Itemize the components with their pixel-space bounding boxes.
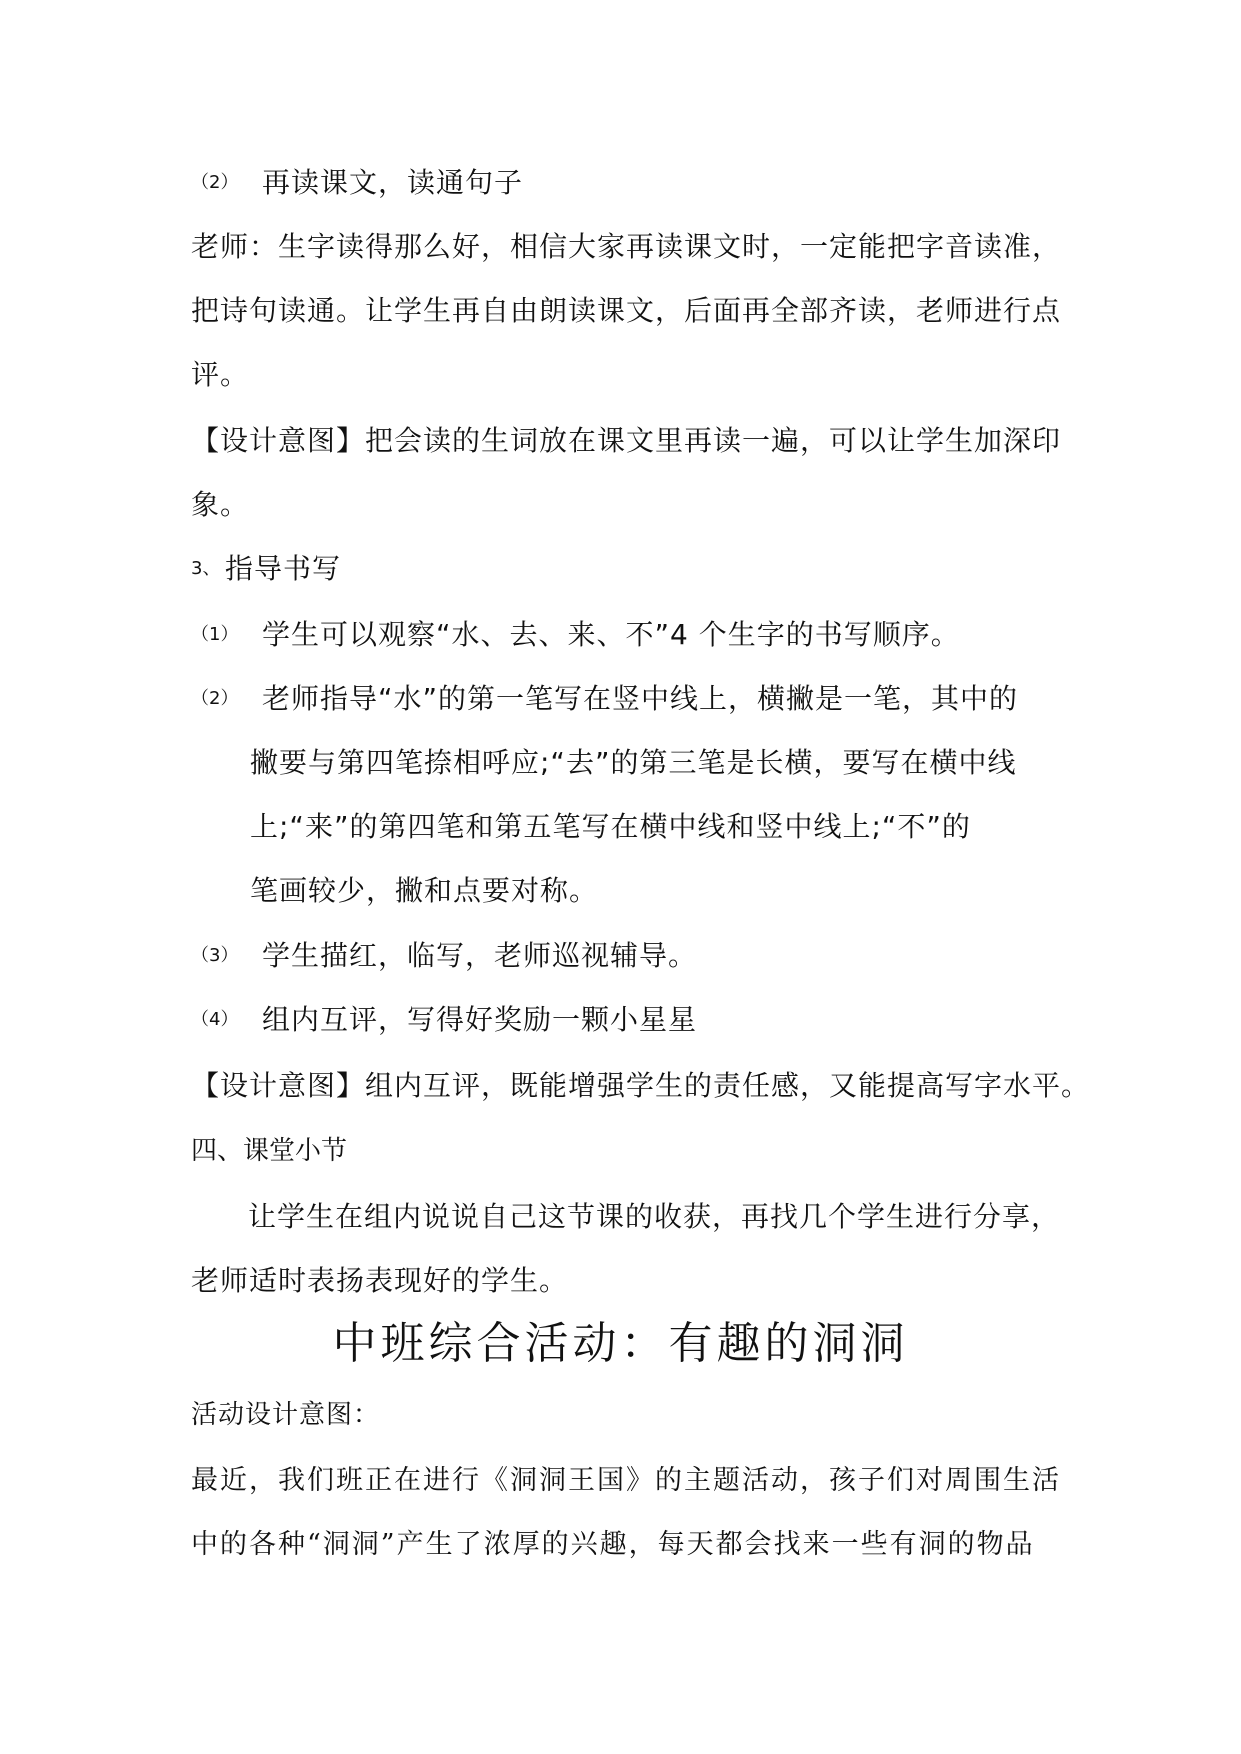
list-number: （1） (191, 624, 239, 645)
list-item-text: 老师指导“水”的第一笔写在竖中线上，横撇是一笔，其中的 (262, 682, 1019, 715)
list-item-text: 再读课文，读通句子 (262, 166, 524, 199)
list-item-text: 组内互评，写得好奖励一颗小星星 (262, 1003, 698, 1036)
paragraph-line: 让学生在组内说说自己这节课的收获，再找几个学生进行分享， (248, 1200, 1061, 1233)
list-item-text: 笔画较少，撇和点要对称。 (250, 874, 599, 907)
design-intent-line: 【设计意图】组内互评，既能增强学生的责任感，又能提高写字水平。 (191, 1069, 1091, 1102)
paragraph-line: 最近，我们班正在进行《洞洞王国》的主题活动，孩子们对周围生活 (191, 1465, 1061, 1496)
subheading: 活动设计意图： (191, 1400, 381, 1430)
paragraph-line: 老师：生字读得那么好，相信大家再读课文时，一定能把字音读准， (191, 230, 1062, 263)
section-heading: 四、课堂小节 (191, 1136, 348, 1166)
list-item-text: 学生可以观察“水、去、来、不”4 个生字的书写顺序。 (262, 618, 960, 651)
paragraph-line: 评。 (191, 358, 250, 391)
paragraph-line: 老师适时表扬表现好的学生。 (191, 1264, 569, 1297)
list-number: （3） (191, 945, 239, 966)
section-heading: 指导书写 (225, 552, 342, 585)
page-title: 中班综合活动：有趣的洞洞 (332, 1318, 909, 1369)
paragraph-line: 把诗句读通。让学生再自由朗读课文，后面再全部齐读，老师进行点 (191, 294, 1062, 327)
list-number: （2） (191, 688, 239, 709)
list-item-text: 上;“来”的第四笔和第五笔写在横中线和竖中线上;“不”的 (250, 810, 971, 843)
design-intent-line: 象。 (191, 488, 250, 521)
list-item-text: 学生描红，临写，老师巡视辅导。 (262, 939, 698, 972)
list-item-text: 撇要与第四笔捺相呼应;“去”的第三笔是长横，要写在横中线 (250, 746, 1017, 779)
design-intent-line: 【设计意图】把会读的生词放在课文里再读一遍，可以让学生加深印 (191, 424, 1062, 457)
paragraph-line: 中的各种“洞洞”产生了浓厚的兴趣，每天都会找来一些有洞的物品 (191, 1529, 1035, 1560)
list-number: （4） (191, 1009, 239, 1030)
section-number: 3、 (191, 558, 221, 579)
list-number: （2） (191, 172, 239, 193)
